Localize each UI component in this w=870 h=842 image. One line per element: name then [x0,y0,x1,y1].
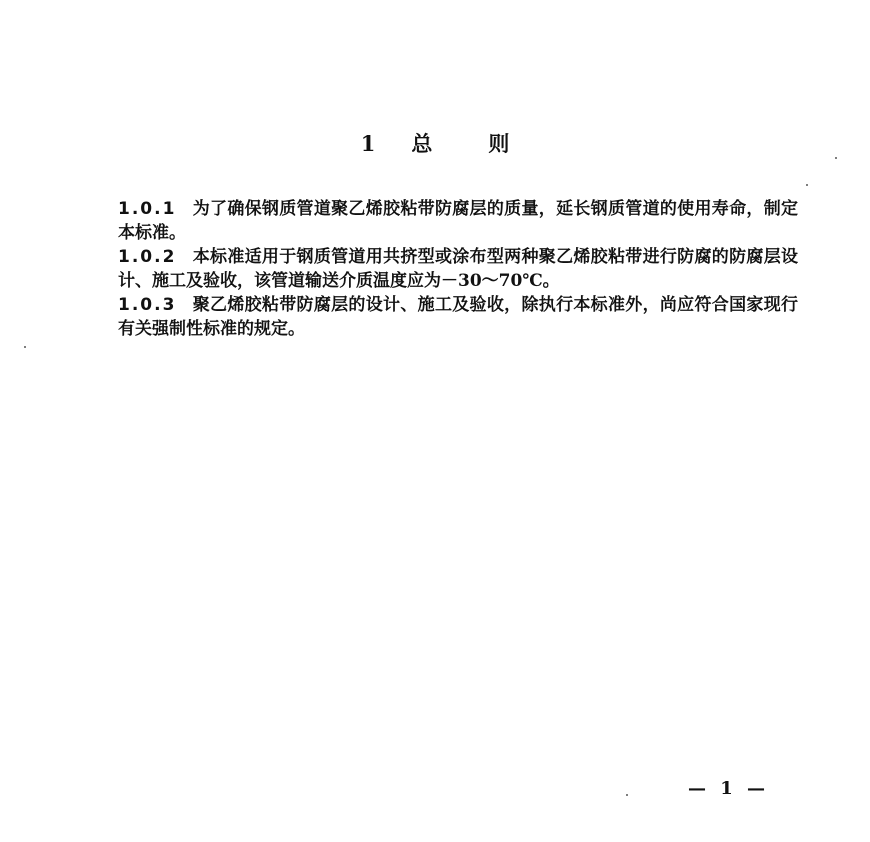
clause-1-0-2 [118,245,798,293]
clause-number: 1.0.3 [118,295,177,315]
clause-text: 本标准适用于钢质管道用共挤型或涂布型两种聚乙烯胶粘带进行防腐的防腐层设计、施工及验收，该管道输送介质温度应为－30～70℃。 [118,247,798,291]
clause-list [118,197,798,341]
clause-text: 为了确保钢质管道聚乙烯胶粘带防腐层的质量，延长钢质管道的使用寿命，制定本标准。 [118,199,798,243]
page-number: — 1 — [688,778,770,799]
scan-speck [806,184,808,186]
scan-speck [626,794,628,796]
clause-1-0-1 [118,197,798,245]
clause-number: 1.0.1 [118,199,177,219]
chapter-title-part2: 则 [488,131,510,156]
scan-speck [24,346,26,348]
chapter-number: 1 [360,131,376,156]
scan-speck [835,157,837,159]
clause-text: 聚乙烯胶粘带防腐层的设计、施工及验收，除执行本标准外，尚应符合国家现行有关强制性标准的规定。 [118,295,798,339]
clause-number: 1.0.2 [118,247,177,267]
chapter-title-part1: 总 [411,131,433,156]
chapter-title [0,128,870,158]
clause-1-0-3 [118,293,798,341]
